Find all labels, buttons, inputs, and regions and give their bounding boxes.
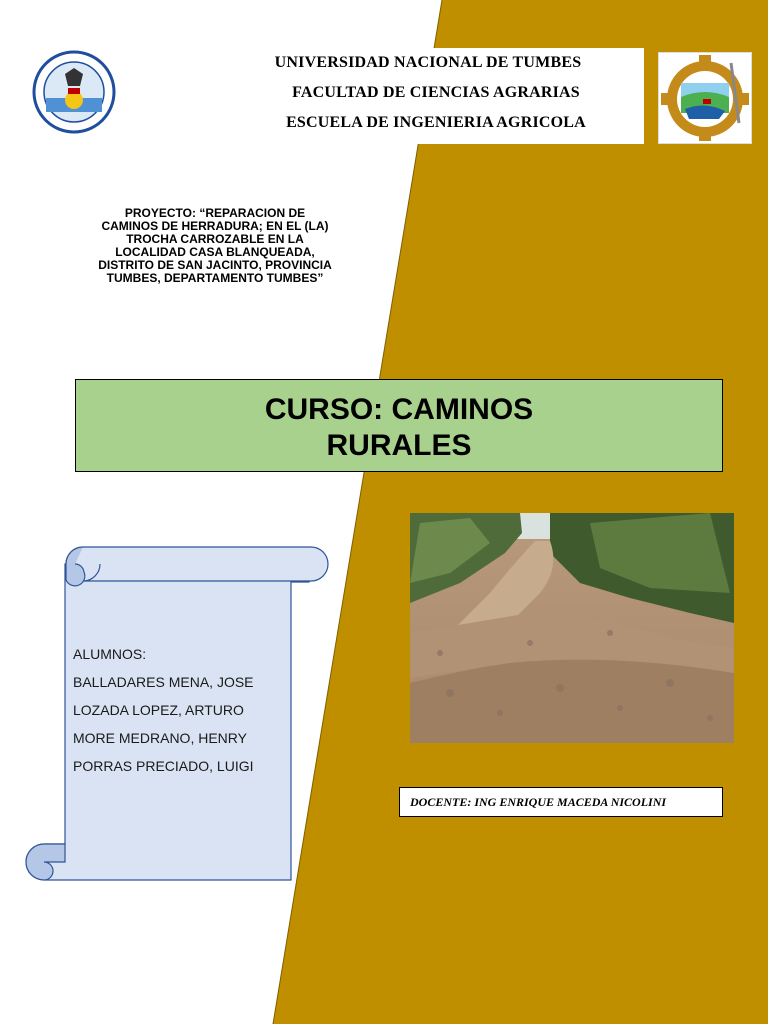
university-seal-logo bbox=[32, 50, 116, 134]
project-description bbox=[84, 207, 346, 285]
project-line: TUMBES, DEPARTAMENTO TUMBES” bbox=[106, 271, 324, 285]
student-name: MORE MEDRANO, HENRY bbox=[73, 730, 247, 746]
project-line: CAMINOS DE HERRADURA; EN EL (LA) bbox=[101, 219, 329, 233]
gold-diagonal-panel bbox=[273, 0, 768, 1024]
student-name: BALLADARES MENA, JOSE bbox=[73, 674, 254, 690]
project-line: LOCALIDAD CASA BLANQUEADA, bbox=[115, 245, 315, 259]
school-name: ESCUELA DE INGENIERIA AGRICOLA bbox=[286, 114, 586, 131]
faculty-name: FACULTAD DE CIENCIAS AGRARIAS bbox=[292, 84, 580, 101]
students-list bbox=[73, 640, 293, 780]
project-line: DISTRITO DE SAN JACINTO, PROVINCIA bbox=[98, 258, 332, 272]
teacher-label-box: DOCENTE: ING ENRIQUE MACEDA NICOLINI bbox=[399, 787, 723, 817]
header-title-box bbox=[212, 48, 644, 144]
course-title-line-2: RURALES bbox=[326, 429, 472, 462]
university-name: UNIVERSIDAD NACIONAL DE TUMBES bbox=[274, 54, 582, 71]
course-title-box bbox=[75, 379, 723, 472]
school-gear-logo bbox=[658, 52, 752, 144]
project-line: TROCHA CARROZABLE EN LA bbox=[126, 232, 304, 246]
project-line: PROYECTO: “REPARACION DE bbox=[124, 206, 306, 220]
students-heading: ALUMNOS: bbox=[73, 646, 147, 662]
dirt-road-photo bbox=[410, 513, 734, 743]
student-name: PORRAS PRECIADO, LUIGI bbox=[73, 758, 254, 774]
student-name: LOZADA LOPEZ, ARTURO bbox=[73, 702, 244, 718]
course-title-line-1: CURSO: CAMINOS bbox=[264, 393, 534, 426]
